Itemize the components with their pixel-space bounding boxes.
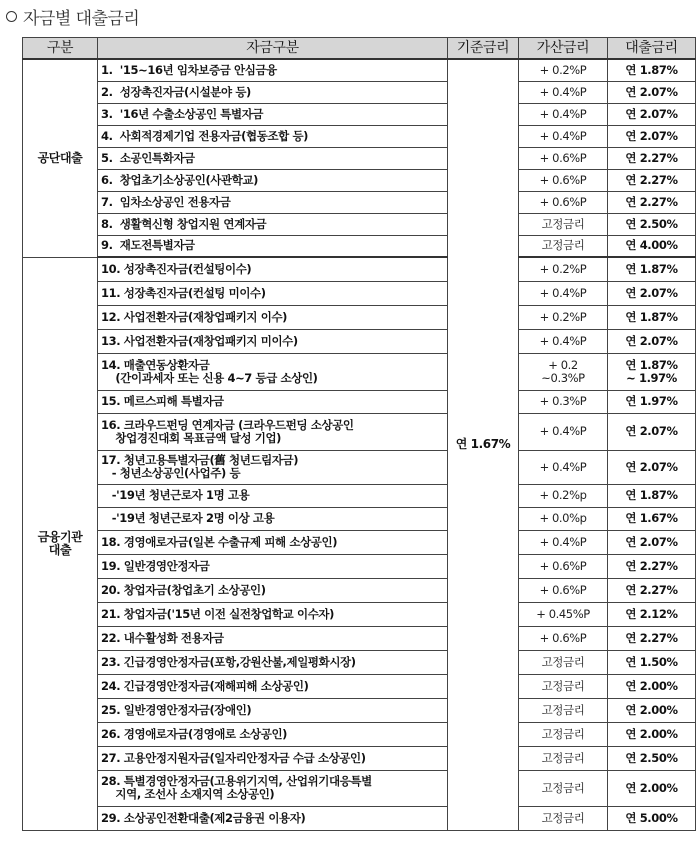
add-rate: + 0.6%P: [519, 578, 608, 602]
section-title: [6, 4, 139, 29]
add-rate: + 0.4%P: [519, 450, 608, 484]
fund-name: -'19년 청년근로자 1명 고용: [98, 484, 448, 507]
table-row: [23, 554, 696, 578]
add-rate: 고정금리: [519, 722, 608, 746]
table-row: [23, 191, 696, 213]
loan-rate-table: [22, 37, 696, 831]
loan-rate: 연 1.87% ~ 1.97%: [608, 353, 696, 390]
fund-name: 23. 긴급경영안정자금(포항,강원산불,제일평화시장): [98, 650, 448, 674]
fund-name: 2. 성장촉진자금(시설분야 등): [98, 81, 448, 103]
loan-rate: 연 2.27%: [608, 626, 696, 650]
loan-rate: 연 1.67%: [608, 507, 696, 530]
table-row: [23, 390, 696, 413]
table-row: [23, 674, 696, 698]
add-rate: + 0.2%P: [519, 257, 608, 281]
add-rate: + 0.4%P: [519, 103, 608, 125]
loan-rate: 연 1.50%: [608, 650, 696, 674]
add-rate: + 0.4%P: [519, 530, 608, 554]
section-title-text: 자금별 대출금리: [23, 9, 140, 29]
loan-rate: 연 2.27%: [608, 191, 696, 213]
fund-name: 20. 창업자금(창업초기 소상공인): [98, 578, 448, 602]
loan-rate: 연 2.00%: [608, 674, 696, 698]
fund-name: 17. 청년고용특별자금(舊 청년드림자금) - 청년소상공인(사업주) 등: [98, 450, 448, 484]
circle-bullet-icon: [6, 11, 17, 22]
loan-rate: 연 2.00%: [608, 698, 696, 722]
loan-rate: 연 1.97%: [608, 390, 696, 413]
add-rate: + 0.2%P: [519, 59, 608, 81]
fund-name: 27. 고용안정지원자금(일자리안정자금 수급 소상공인): [98, 746, 448, 770]
loan-rate: 연 1.87%: [608, 59, 696, 81]
fund-name: 3. '16년 수출소상공인 특별자금: [98, 103, 448, 125]
fund-name: 13. 사업전환자금(재창업패키지 미이수): [98, 329, 448, 353]
table-row: [23, 169, 696, 191]
loan-rate: 연 5.00%: [608, 806, 696, 830]
table-row: [23, 103, 696, 125]
add-rate: + 0.4%P: [519, 413, 608, 450]
table-row: [23, 235, 696, 257]
loan-rate: 연 2.07%: [608, 281, 696, 305]
table-row: [23, 305, 696, 329]
header-loan-rate: 대출금리: [608, 38, 696, 60]
fund-name: 26. 경영애로자금(경영애로 소상공인): [98, 722, 448, 746]
add-rate: + 0.6%P: [519, 554, 608, 578]
loan-rate: 연 2.07%: [608, 125, 696, 147]
loan-rate: 연 2.07%: [608, 329, 696, 353]
add-rate: + 0.6%P: [519, 626, 608, 650]
table-header-row: [23, 38, 696, 60]
table-row: [23, 257, 696, 281]
add-rate: + 0.4%P: [519, 281, 608, 305]
fund-name: 8. 생활혁신형 창업지원 연계자금: [98, 213, 448, 235]
loan-rate: 연 2.07%: [608, 413, 696, 450]
loan-rate: 연 2.27%: [608, 578, 696, 602]
fund-name: 4. 사회적경제기업 전용자금(협동조합 등): [98, 125, 448, 147]
add-rate: 고정금리: [519, 770, 608, 806]
table-row: [23, 147, 696, 169]
loan-rate: 연 2.00%: [608, 770, 696, 806]
table-row: [23, 125, 696, 147]
fund-name: 16. 크라우드펀딩 연계자금 (크라우드펀딩 소상공인 창업경진대회 목표금액 달성 기업): [98, 413, 448, 450]
add-rate: + 0.0%p: [519, 507, 608, 530]
add-rate: + 0.2%p: [519, 484, 608, 507]
add-rate: + 0.6%P: [519, 169, 608, 191]
add-rate: + 0.2%P: [519, 305, 608, 329]
fund-name: 24. 긴급경영안정자금(재해피해 소상공인): [98, 674, 448, 698]
header-add-rate: 가산금리: [519, 38, 608, 60]
table-body: [23, 59, 696, 830]
loan-rate: 연 2.50%: [608, 213, 696, 235]
table-row: [23, 484, 696, 507]
fund-name: 14. 매출연동상환자금 (간이과세자 또는 신용 4~7 등급 소상인): [98, 353, 448, 390]
table-row: [23, 413, 696, 450]
loan-rate: 연 2.50%: [608, 746, 696, 770]
fund-name: 21. 창업자금('15년 이전 실전창업학교 이수자): [98, 602, 448, 626]
table-row: [23, 602, 696, 626]
table-row: [23, 770, 696, 806]
table-row: [23, 450, 696, 484]
table-row: [23, 722, 696, 746]
loan-rate: 연 1.87%: [608, 257, 696, 281]
table-row: [23, 81, 696, 103]
add-rate: + 0.6%P: [519, 191, 608, 213]
fund-name: 28. 특별경영안정자금(고용위기지역, 산업위기대응특별 지역, 조선사 소재지역 소상공인): [98, 770, 448, 806]
header-fund-type: 자금구분: [98, 38, 448, 60]
fund-name: 22. 내수활성화 전용자금: [98, 626, 448, 650]
loan-rate: 연 2.07%: [608, 530, 696, 554]
fund-name: 19. 일반경영안정자금: [98, 554, 448, 578]
loan-rate: 연 2.07%: [608, 103, 696, 125]
header-category: 구분: [23, 38, 98, 60]
add-rate: + 0.45%P: [519, 602, 608, 626]
fund-name: 5. 소공인특화자금: [98, 147, 448, 169]
header-base-rate: 기준금리: [448, 38, 519, 60]
table-row: [23, 626, 696, 650]
table-row: [23, 806, 696, 830]
table-row: [23, 698, 696, 722]
table-row: [23, 530, 696, 554]
add-rate: + 0.4%P: [519, 329, 608, 353]
table-row: [23, 353, 696, 390]
table-row: [23, 578, 696, 602]
add-rate: 고정금리: [519, 650, 608, 674]
add-rate: 고정금리: [519, 806, 608, 830]
table-row: [23, 213, 696, 235]
table-row: [23, 746, 696, 770]
group-label: 금융기관 대출: [23, 257, 98, 830]
group-label: 공단대출: [23, 59, 98, 257]
loan-rate: 연 4.00%: [608, 235, 696, 257]
add-rate: 고정금리: [519, 213, 608, 235]
add-rate: + 0.4%P: [519, 125, 608, 147]
add-rate: 고정금리: [519, 746, 608, 770]
add-rate: 고정금리: [519, 235, 608, 257]
loan-rate: 연 2.27%: [608, 169, 696, 191]
table-row: [23, 59, 696, 81]
table-row: [23, 650, 696, 674]
fund-name: 1. '15~16년 임차보증금 안심금융: [98, 59, 448, 81]
fund-name: 12. 사업전환자금(재창업패키지 이수): [98, 305, 448, 329]
fund-name: 25. 일반경영안정자금(장애인): [98, 698, 448, 722]
fund-name: 29. 소상공인전환대출(제2금융권 이용자): [98, 806, 448, 830]
add-rate: + 0.2 ~0.3%P: [519, 353, 608, 390]
base-rate-cell: 연 1.67%: [448, 59, 519, 830]
add-rate: + 0.4%P: [519, 81, 608, 103]
fund-name: 7. 임차소상공인 전용자금: [98, 191, 448, 213]
loan-rate: 연 2.27%: [608, 147, 696, 169]
loan-rate: 연 2.07%: [608, 450, 696, 484]
fund-name: 15. 메르스피해 특별자금: [98, 390, 448, 413]
table-row: [23, 507, 696, 530]
loan-rate: 연 2.27%: [608, 554, 696, 578]
fund-name: 9. 재도전특별자금: [98, 235, 448, 257]
fund-name: 18. 경영애로자금(일본 수출규제 피해 소상공인): [98, 530, 448, 554]
loan-rate: 연 2.12%: [608, 602, 696, 626]
add-rate: 고정금리: [519, 674, 608, 698]
loan-rate: 연 2.00%: [608, 722, 696, 746]
fund-name: 6. 창업초기소상공인(사관학교): [98, 169, 448, 191]
loan-rate: 연 1.87%: [608, 305, 696, 329]
loan-rate: 연 1.87%: [608, 484, 696, 507]
add-rate: + 0.3%P: [519, 390, 608, 413]
add-rate: 고정금리: [519, 698, 608, 722]
fund-name: 10. 성장촉진자금(컨설팅이수): [98, 257, 448, 281]
loan-rate: 연 2.07%: [608, 81, 696, 103]
fund-name: -'19년 청년근로자 2명 이상 고용: [98, 507, 448, 530]
table-row: [23, 329, 696, 353]
add-rate: + 0.6%P: [519, 147, 608, 169]
table-row: [23, 281, 696, 305]
fund-name: 11. 성장촉진자금(컨설팅 미이수): [98, 281, 448, 305]
